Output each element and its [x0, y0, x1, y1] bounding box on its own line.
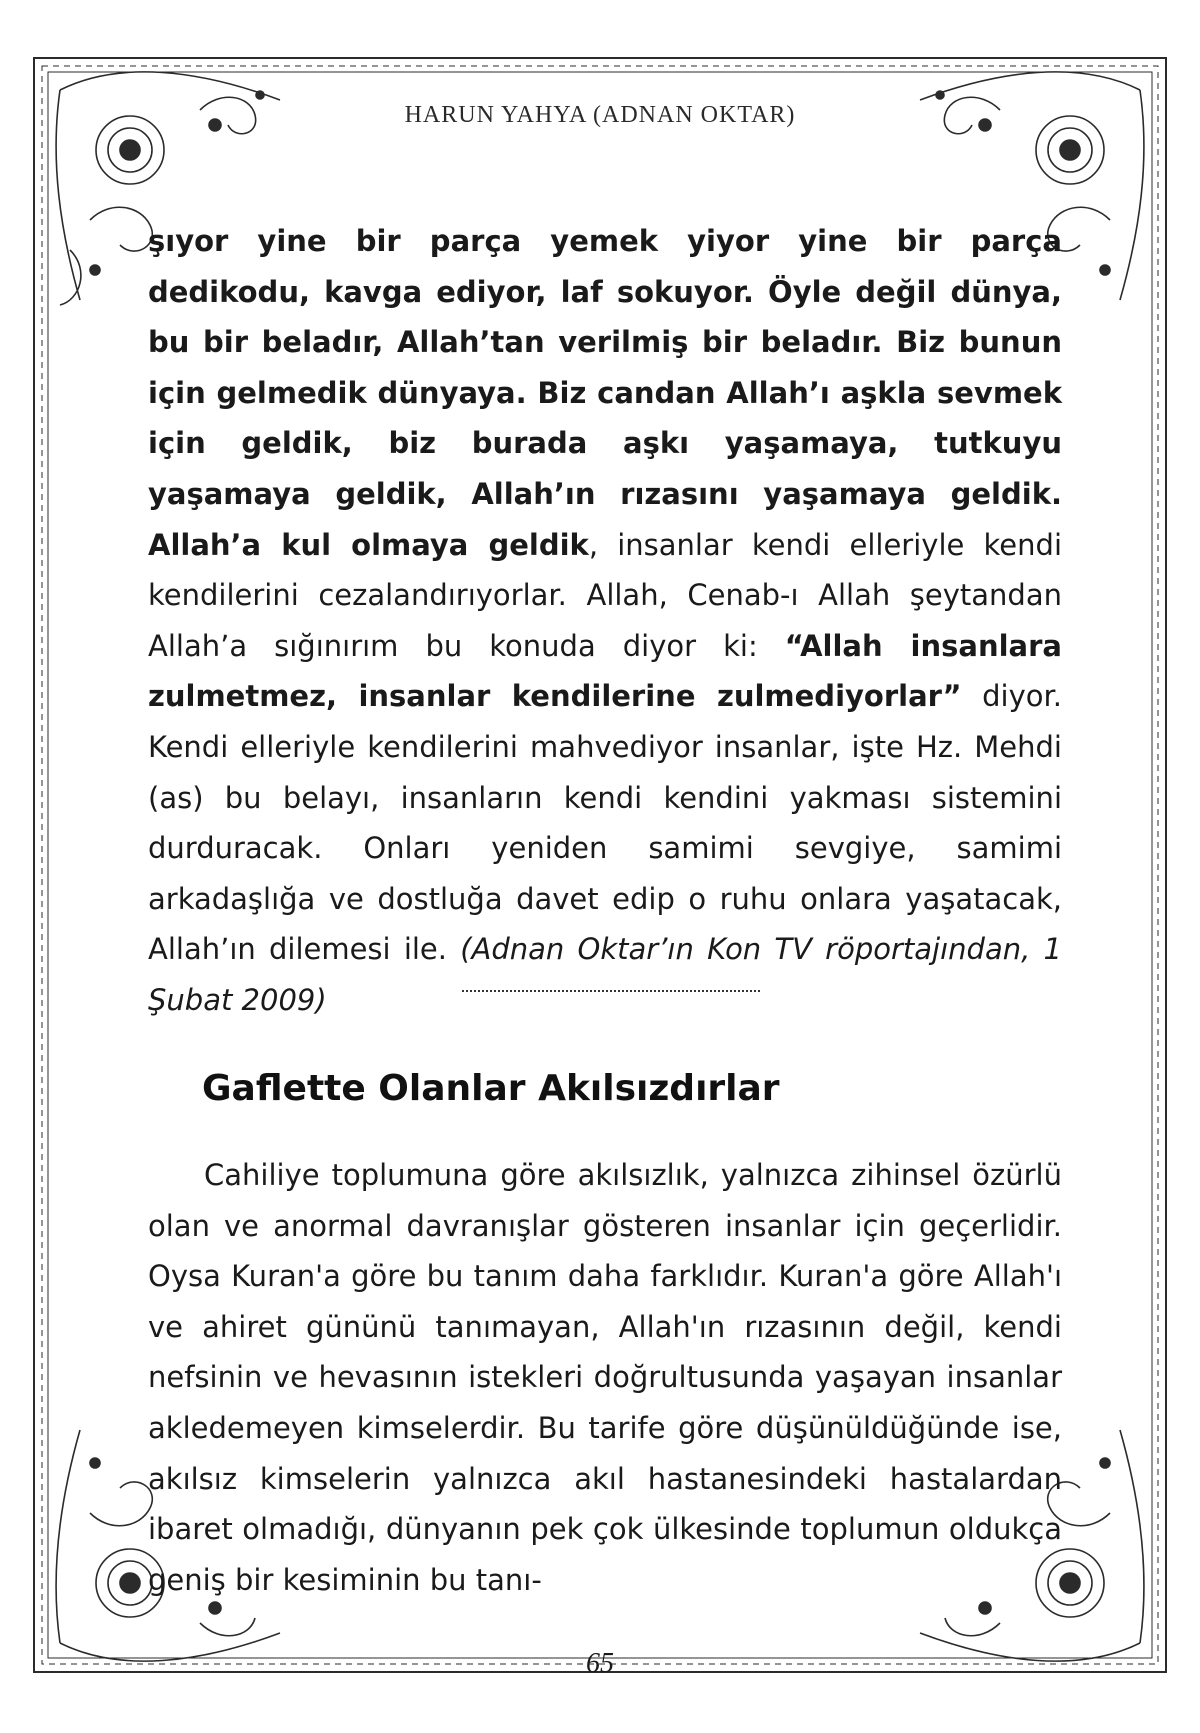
section-body: [148, 1150, 1062, 1605]
passage-1-text-1: , insanlar kendi elleriyle kendi kendilerini cezalandırıyorlar. Allah, Cenab-ı Allah şeytandan Allah’a sığınırım bu konuda diyor ki:: [148, 527, 1062, 663]
passage-1-text-2: diyor. Kendi elleriyle kendilerini mahvediyor insanlar, işte Hz. Mehdi (as) bu belayı, insanların kendi kendini yakması sistemini durduracak. Onları yeniden samimi sevgiye, samimi arkadaşlığa ve dostluğa davet edip o ruhu onlara yaşatacak, Allah’ın dilemesi ile.: [148, 679, 1062, 967]
passage-1: [148, 216, 1062, 1026]
passage-1-bold-lead: şıyor yine bir parça yemek yiyor yine bir parça dedikodu, kavga ediyor, laf sokuyor. Öyle değil dünya, bu bir beladır, Allah’tan verilmiş bir beladır. Biz bunun için gelmedik dünyaya. Biz candan Allah’ı aşkla sevmek için geldik, biz burada aşkı yaşamaya, tutkuyu yaşamaya geldik, Allah’ın rızasını yaşamaya geldik. Allah’a kul olmaya geldik: [148, 224, 1062, 562]
passage-1-citation: (Adnan Oktar’ın Kon TV röportajından, 1 Şubat 2009): [148, 932, 1062, 1017]
section-divider: [462, 990, 760, 992]
passage-1-quote: “Allah insanlara zulmetmez, insanlar kendilerine zulmediyorlar”: [148, 628, 1062, 714]
running-header: HARUN YAHYA (ADNAN OKTAR): [404, 102, 796, 128]
section-body-paragraph: Cahiliye toplumuna göre akılsızlık, yalnızca zihinsel özürlü olan ve anormal davranışlar gösteren insanlar için geçerlidir. Oysa Kuran'a göre bu tanım daha farklıdır. Kuran'a göre Allah'ı ve ahiret gününü tanımayan, Allah'ın rızasının değil, kendi nefsinin ve hevasının istekleri doğrultusunda yaşayan insanlar akledemeyen kimselerdir. Bu tarife göre düşünüldüğünde ise, akılsız kimselerin yalnızca akıl hastanesindeki hastalardan ibaret olmadığı, dünyanın pek çok ülkesinde toplumun oldukça geniş bir kesiminin bu tanı-: [148, 1158, 1062, 1597]
section-title: Gaflette Olanlar Akılsızdırlar: [202, 1068, 780, 1109]
page-number: 65: [586, 1648, 614, 1679]
passage-1-paragraph: [148, 216, 1062, 1026]
